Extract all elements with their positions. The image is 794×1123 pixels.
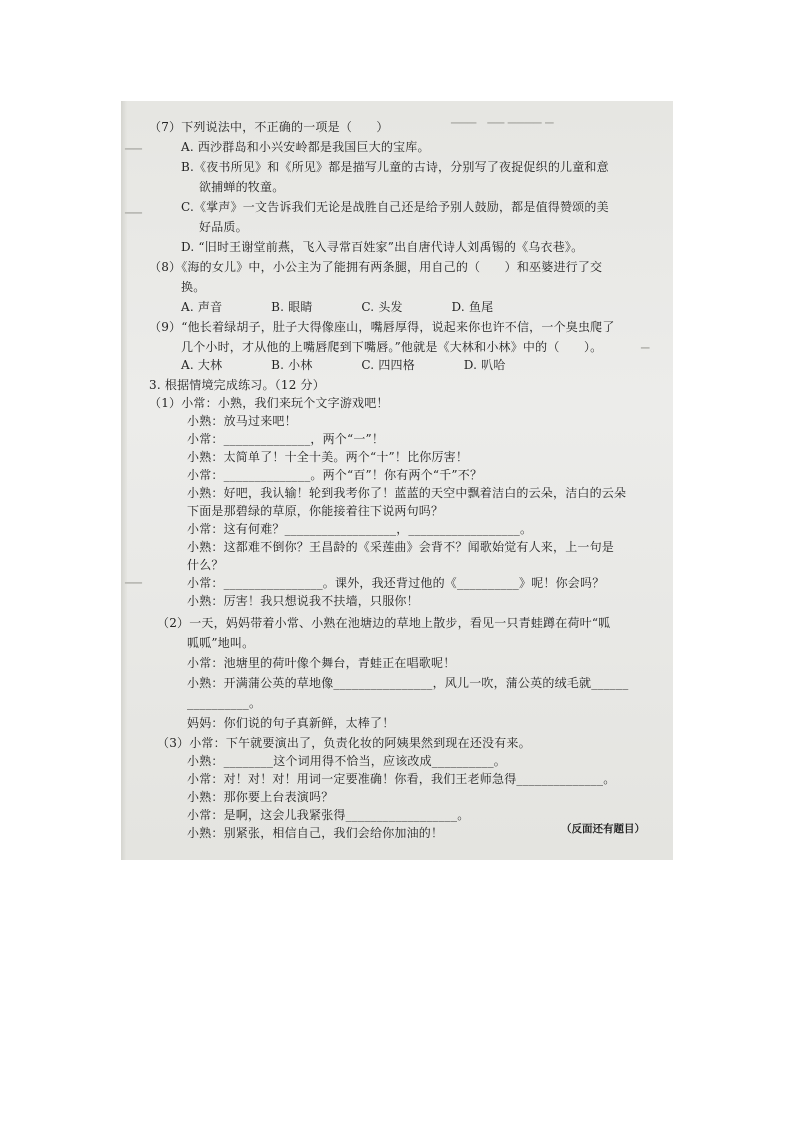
bleed-through-mark: ▁▁ (125, 571, 142, 584)
dialog-1-line: 小常：这有何难？__________________，__________________。 (187, 522, 533, 536)
dialog-2-line: 妈妈：你们说的句子真新鲜，太棒了！ (187, 716, 395, 730)
scanned-exam-page (121, 101, 673, 860)
dialog-1-line: 小常：______________，两个“一”！ (187, 432, 385, 446)
dialog-3-final-line: 小熟：别紧张，相信自己，我们会给你加油的！ (187, 826, 444, 840)
dialog-1-line: 小熟：好吧，我认输！轮到我考你了！蓝蓝的天空中飘着洁白的云朵，洁白的云朵 (187, 486, 627, 500)
question-9: （9）“他长着绿胡子，肚子大得像座山，嘴唇厚得，说起来你也许不信，一个臭虫爬了 (149, 320, 615, 334)
question-7-option-c: C.《掌声》一文告诉我们无论是战胜自己还是给予别人鼓励，都是值得赞颂的美 (181, 200, 609, 214)
bleed-through-mark: ▁ (641, 336, 650, 349)
dialog-1-line: 小熟：这都难不倒你？王昌龄的《采莲曲》会背不？闻歌始觉有人来，上一句是 (187, 540, 615, 554)
question-7-option-a: A. 西沙群岛和小兴安岭都是我国巨大的宝库。 (181, 140, 430, 154)
question-7: （7）下列说法中，不正确的一项是（ ） (149, 120, 389, 134)
question-7-option-c-cont: 好品质。 (199, 220, 248, 234)
question-7-option-b-cont: 欲捕蝉的牧童。 (199, 180, 285, 194)
dialog-2-line: （2）一天，妈妈带着小常、小熟在池塘边的草地上散步，看见一只青蛙蹲在荷叶“呱 (157, 616, 611, 630)
dialog-1-line: 下面是那碧绿的草原，你能接着往下说两句吗？ (187, 504, 444, 518)
dialog-3-line: （3）小常：下午就要演出了，负责化妆的阿姨果然到现在还没有来。 (157, 736, 531, 750)
dialog-1-line: （1）小常：小熟，我们来玩个文字游戏吧！ (149, 396, 389, 410)
dialog-1-line: 小常：______________。两个“百”！你有两个“千”不？ (187, 468, 483, 482)
question-8: （8）《海的女儿》中，小公主为了能拥有两条腿，用自己的（ ）和巫婆进行了交 (149, 260, 603, 274)
page-edge-shadow (121, 101, 127, 860)
dialog-3-line: 小常：是啊，这会儿我紧张得__________________。 (187, 808, 470, 822)
dialog-1-line: 小常：________________。课外，我还背过他的《__________》呢！你会吗？ (187, 576, 605, 590)
question-8-options: A. 声音 B. 眼睛 C. 头发 D. 鱼尾 (181, 300, 494, 314)
dialog-1-line: 小熟：太简单了！十全十美。两个“十”！比你厉害！ (187, 450, 469, 464)
question-7-option-d: D. “旧时王谢堂前燕，飞入寻常百姓家”出自唐代诗人刘禹锡的《乌衣巷》。 (181, 240, 584, 254)
dialog-1-line: 什么？ (187, 558, 224, 572)
dialog-1-line: 小熟：厉害！我只想说我不扶墙，只服你！ (187, 594, 419, 608)
dialog-2-line: 呱呱”地叫。 (187, 636, 255, 650)
question-8-cont: 换。 (181, 280, 206, 294)
question-9-cont: 几个小时，才从他的上嘴唇爬到下嘴唇。”他就是《大林和小林》中的（ ）。 (181, 340, 603, 354)
dialog-3-line: 小熟：那你要上台表演吗？ (187, 790, 334, 804)
dialog-3-line: 小常：对！对！对！用词一定要准确！你看，我们王老师急得______________。 (187, 772, 616, 786)
bleed-through-mark: ▁▁ (125, 137, 142, 150)
dialog-1-line: 小熟：放马过来吧！ (187, 414, 297, 428)
dialog-2-line: 小常：池塘里的荷叶像个舞台，青蛙正在唱歌呢！ (187, 656, 456, 670)
section-3-heading: 3. 根据情境完成练习。（12 分） (149, 378, 325, 392)
bleed-through-mark: ▁▁▁ ▁▁ ▁▁▁▁ ▁ (451, 111, 554, 124)
dialog-2-line: __________。 (187, 696, 262, 710)
dialog-2-line: 小熟：开满蒲公英的草地像________________，风儿一吹，蒲公英的绒毛就______ (187, 676, 629, 690)
question-9-options: A. 大林 B. 小林 C. 四四格 D. 叭哈 (181, 358, 506, 372)
turn-over-note: （反面还有题目） (561, 823, 645, 835)
question-7-option-b: B.《夜书所见》和《所见》都是描写儿童的古诗，分别写了夜捉促织的儿童和意 (181, 160, 609, 174)
bleed-through-mark: ▁▁ (125, 201, 142, 214)
dialog-3-line: 小熟：________这个词用得不恰当，应该改成__________。 (187, 754, 507, 768)
